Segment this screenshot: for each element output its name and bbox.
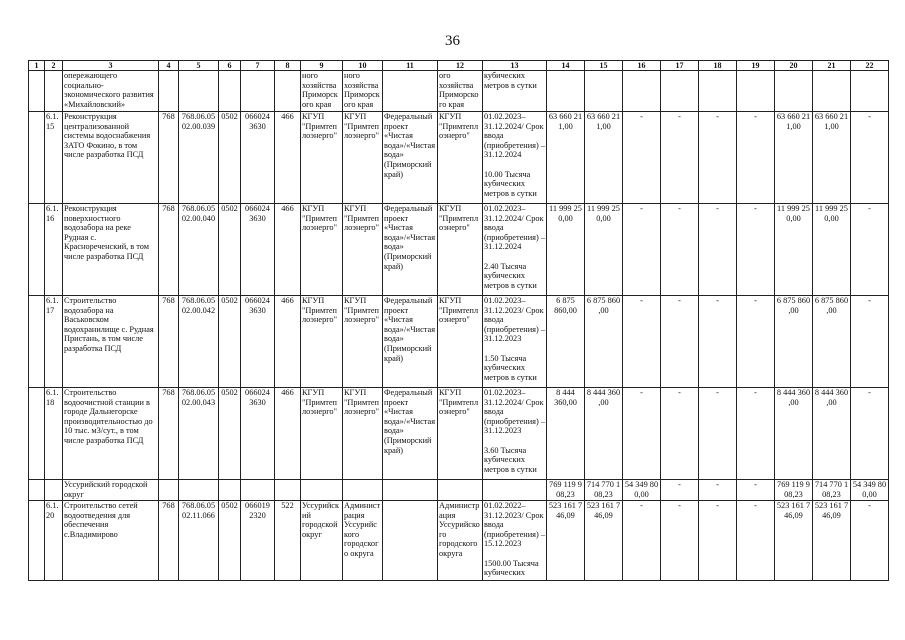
table-cell: 6.1.16 bbox=[45, 204, 63, 296]
table-cell: КГУП "Примтеплоэнерго" bbox=[438, 112, 483, 204]
table-cell bbox=[623, 71, 661, 112]
table-row bbox=[29, 71, 889, 112]
table-cell: 11 999 25 0,00 bbox=[813, 204, 851, 296]
table-cell: 54 349 80 0,00 bbox=[623, 480, 661, 501]
table-cell: 714 770 1 08,23 bbox=[585, 480, 623, 501]
table-cell: - bbox=[661, 112, 699, 204]
table-cell bbox=[29, 296, 45, 388]
table-cell bbox=[241, 71, 275, 112]
table-cell bbox=[483, 480, 547, 501]
table-row bbox=[29, 501, 889, 581]
table-cell: - bbox=[737, 204, 775, 296]
table-cell: Уссурийский городской округ bbox=[301, 501, 343, 581]
table-row bbox=[29, 480, 889, 501]
header-row bbox=[29, 61, 889, 71]
table-cell: 6 875 860 ,00 bbox=[585, 296, 623, 388]
table-cell: КГУП "Примтеплоэнерго" bbox=[343, 204, 383, 296]
table-cell: 8 444 360 ,00 bbox=[813, 388, 851, 480]
table-cell: 523 161 7 46,09 bbox=[585, 501, 623, 581]
table-cell: - bbox=[661, 501, 699, 581]
table-cell bbox=[383, 480, 438, 501]
table-cell: 01.02.2023–31.12.2023/ Срок ввода (приобретения) – 31.12.2023 1.50 Тысяча кубических метров в сутки bbox=[483, 296, 547, 388]
table-cell: 768.06.05 02.00.039 bbox=[179, 112, 219, 204]
column-header: 2 bbox=[45, 61, 63, 71]
table-cell: 6.1.20 bbox=[45, 501, 63, 581]
table-cell: КГУП "Примтеплоэнерго" bbox=[301, 388, 343, 480]
table-cell: - bbox=[699, 388, 737, 480]
table-cell: 768 bbox=[159, 204, 179, 296]
table-cell: КГУП "Примтеплоэнерго" bbox=[438, 204, 483, 296]
table-row bbox=[29, 112, 889, 204]
table-cell: - bbox=[623, 204, 661, 296]
table-cell bbox=[179, 71, 219, 112]
table-cell bbox=[29, 204, 45, 296]
column-header: 19 bbox=[737, 61, 775, 71]
page-number: 36 bbox=[445, 33, 460, 49]
table-cell: 768 bbox=[159, 501, 179, 581]
table-cell bbox=[29, 388, 45, 480]
table-cell: кубических метров в сутки bbox=[483, 71, 547, 112]
table-cell: 6.1.17 bbox=[45, 296, 63, 388]
table-cell bbox=[851, 71, 889, 112]
table-row bbox=[29, 388, 889, 480]
table-cell: КГУП "Примтеплоэнерго" bbox=[301, 112, 343, 204]
table-cell: - bbox=[699, 112, 737, 204]
table-cell: 54 349 80 0,00 bbox=[851, 480, 889, 501]
table-cell: 0502 bbox=[219, 296, 241, 388]
table-cell: - bbox=[699, 501, 737, 581]
table-cell: 63 660 21 1,00 bbox=[775, 112, 813, 204]
table-row bbox=[29, 296, 889, 388]
table-cell: КГУП "Примтеплоэнерго" bbox=[438, 296, 483, 388]
table-cell: 714 770 1 08,23 bbox=[813, 480, 851, 501]
table-cell bbox=[775, 71, 813, 112]
table-cell: - bbox=[699, 296, 737, 388]
table-cell: 8 444 360,00 bbox=[547, 388, 585, 480]
table-cell: 63 660 21 1,00 bbox=[547, 112, 585, 204]
table-cell: КГУП "Примтеплоэнерго" bbox=[301, 296, 343, 388]
table-cell: Строительство водозабора на Васьковском водохранилище с. Рудная Пристань, в том числе разработка ПСД bbox=[63, 296, 159, 388]
table-cell: ого хозяйства Приморского края bbox=[438, 71, 483, 112]
column-header: 20 bbox=[775, 61, 813, 71]
table-cell: - bbox=[623, 296, 661, 388]
column-header: 3 bbox=[63, 61, 159, 71]
table-cell: - bbox=[661, 480, 699, 501]
table-cell: 768.06.05 02.00.042 bbox=[179, 296, 219, 388]
table-cell: Администрация Уссурийского городского округа bbox=[343, 501, 383, 581]
table-cell: 0502 bbox=[219, 501, 241, 581]
table-cell: Реконструкция централизованной системы водоснабжения ЗАТО Фокино, в том числе разработка ПСД bbox=[63, 112, 159, 204]
table-cell: 769 119 9 08,23 bbox=[547, 480, 585, 501]
table-cell: - bbox=[699, 480, 737, 501]
column-header: 12 bbox=[438, 61, 483, 71]
table-cell: 769 119 9 08,23 bbox=[775, 480, 813, 501]
table-cell bbox=[383, 71, 438, 112]
table-cell: ного хозяйства Приморского края bbox=[343, 71, 383, 112]
table-cell bbox=[301, 480, 343, 501]
table-cell bbox=[29, 501, 45, 581]
table-cell: 768.06.05 02.00.043 bbox=[179, 388, 219, 480]
table-cell: 523 161 7 46,09 bbox=[775, 501, 813, 581]
table-cell: - bbox=[851, 204, 889, 296]
table-cell bbox=[343, 480, 383, 501]
table-cell: 523 161 7 46,09 bbox=[547, 501, 585, 581]
table-cell: 63 660 21 1,00 bbox=[813, 112, 851, 204]
table-cell bbox=[241, 480, 275, 501]
table-cell bbox=[45, 480, 63, 501]
table-cell: 6 875 860 ,00 bbox=[775, 296, 813, 388]
column-header: 18 bbox=[699, 61, 737, 71]
column-header: 11 bbox=[383, 61, 438, 71]
column-header: 7 bbox=[241, 61, 275, 71]
table-cell bbox=[438, 480, 483, 501]
table-cell: - bbox=[623, 501, 661, 581]
table-cell: 6.1.18 bbox=[45, 388, 63, 480]
column-header: 5 bbox=[179, 61, 219, 71]
column-header: 6 bbox=[219, 61, 241, 71]
table-cell bbox=[661, 71, 699, 112]
table-cell: - bbox=[851, 112, 889, 204]
column-header: 1 bbox=[29, 61, 45, 71]
table-cell bbox=[383, 501, 438, 581]
table-cell: КГУП "Примтеплоэнерго" bbox=[343, 388, 383, 480]
table-cell bbox=[159, 71, 179, 112]
table-cell: - bbox=[737, 501, 775, 581]
table-cell: 466 bbox=[275, 112, 301, 204]
table-cell: Реконструкция поверхностного водозабора на реке Рудная с. Краснореченский, в том числе разработка ПСД bbox=[63, 204, 159, 296]
table-cell bbox=[29, 112, 45, 204]
table-cell: 066024 3630 bbox=[241, 296, 275, 388]
table-cell: опережающего социально-экономического развития «Михайловский» bbox=[63, 71, 159, 112]
table-cell: Федеральный проект «Чистая вода»/«Чистая вода» (Приморский край) bbox=[383, 204, 438, 296]
column-header: 13 bbox=[483, 61, 547, 71]
table-cell: 522 bbox=[275, 501, 301, 581]
table-cell: 066024 3630 bbox=[241, 204, 275, 296]
table-cell: - bbox=[851, 388, 889, 480]
table-cell: - bbox=[623, 112, 661, 204]
table-cell: 466 bbox=[275, 204, 301, 296]
table-cell: 768.06.05 02.11.066 bbox=[179, 501, 219, 581]
table-cell: 8 444 360 ,00 bbox=[775, 388, 813, 480]
table-cell bbox=[737, 71, 775, 112]
table-body bbox=[29, 71, 889, 581]
table-cell: КГУП "Примтеплоэнерго" bbox=[301, 204, 343, 296]
table-cell bbox=[219, 480, 241, 501]
table-cell: 11 999 25 0,00 bbox=[547, 204, 585, 296]
table-cell: Федеральный проект «Чистая вода»/«Чистая вода» (Приморский край) bbox=[383, 388, 438, 480]
table-cell: 466 bbox=[275, 388, 301, 480]
table-cell: 466 bbox=[275, 296, 301, 388]
table-cell: Строительство водоочистной станции в городе Дальнегорске производительностью до 10 тыс. м3/сут., в том числе разработка ПСД bbox=[63, 388, 159, 480]
table-cell: 6 875 860 ,00 bbox=[813, 296, 851, 388]
table-cell: - bbox=[737, 388, 775, 480]
table-cell: КГУП "Примтеплоэнерго" bbox=[343, 112, 383, 204]
table-cell: 066024 3630 bbox=[241, 112, 275, 204]
table-row bbox=[29, 204, 889, 296]
table-cell bbox=[179, 480, 219, 501]
table-cell: - bbox=[623, 388, 661, 480]
table-cell: Федеральный проект «Чистая вода»/«Чистая вода» (Приморский край) bbox=[383, 296, 438, 388]
table-cell bbox=[29, 480, 45, 501]
table-cell: 768 bbox=[159, 388, 179, 480]
column-header: 17 bbox=[661, 61, 699, 71]
table-cell: - bbox=[661, 296, 699, 388]
table-cell: Администрация Уссурийского городского округа bbox=[438, 501, 483, 581]
table-cell: - bbox=[737, 480, 775, 501]
table-cell: 768.06.05 02.00.040 bbox=[179, 204, 219, 296]
table-cell bbox=[547, 71, 585, 112]
column-header: 22 bbox=[851, 61, 889, 71]
table-cell: 6.1.15 bbox=[45, 112, 63, 204]
table-cell: - bbox=[661, 204, 699, 296]
table-cell: 523 161 7 46,09 bbox=[813, 501, 851, 581]
table-cell bbox=[275, 71, 301, 112]
table-cell: - bbox=[851, 501, 889, 581]
table-cell: 0502 bbox=[219, 112, 241, 204]
table-cell: 63 660 21 1,00 bbox=[585, 112, 623, 204]
table-cell: - bbox=[737, 112, 775, 204]
table-cell: 01.02.2023–31.12.2024/ Срок ввода (приобретения) – 31.12.2023 3.60 Тысяча кубических метров в сутки bbox=[483, 388, 547, 480]
table-cell: Строительство сетей водоотведения для обеспечения с.Владимирово bbox=[63, 501, 159, 581]
table-cell: 6 875 860,00 bbox=[547, 296, 585, 388]
table-cell: 066024 3630 bbox=[241, 388, 275, 480]
column-header: 16 bbox=[623, 61, 661, 71]
table-cell bbox=[813, 71, 851, 112]
column-header: 10 bbox=[343, 61, 383, 71]
program-table bbox=[28, 60, 889, 581]
table-cell: 11 999 25 0,00 bbox=[585, 204, 623, 296]
column-header: 4 bbox=[159, 61, 179, 71]
table-cell: 01.02.2023–31.12.2024/ Срок ввода (приобретения) – 31.12.2024 10.00 Тысяча кубических метров в сутки bbox=[483, 112, 547, 204]
table-cell: 11 999 25 0,00 bbox=[775, 204, 813, 296]
table-cell: 01.02.2022–31.12.2023/ Срок ввода (приобретения) – 15.12.2023 1500.00 Тысяча кубических bbox=[483, 501, 547, 581]
table-cell: КГУП "Примтеплоэнерго" bbox=[438, 388, 483, 480]
column-header: 9 bbox=[301, 61, 343, 71]
table-cell: - bbox=[851, 296, 889, 388]
table-cell: 0502 bbox=[219, 204, 241, 296]
table-cell: ного хозяйства Приморского края bbox=[301, 71, 343, 112]
table-cell bbox=[29, 71, 45, 112]
table-cell: 066019 2320 bbox=[241, 501, 275, 581]
column-header: 8 bbox=[275, 61, 301, 71]
table-cell: Федеральный проект «Чистая вода»/«Чистая вода» (Приморский край) bbox=[383, 112, 438, 204]
column-header: 15 bbox=[585, 61, 623, 71]
table-cell: 768 bbox=[159, 112, 179, 204]
table-cell: 01.02.2023–31.12.2024/ Срок ввода (приобретения) – 31.12.2024 2.40 Тысяча кубических метров в сутки bbox=[483, 204, 547, 296]
table-cell: 768 bbox=[159, 296, 179, 388]
column-header: 21 bbox=[813, 61, 851, 71]
table-cell: КГУП "Примтеплоэнерго" bbox=[343, 296, 383, 388]
table-cell: Уссурийский городской округ bbox=[63, 480, 159, 501]
table-cell bbox=[585, 71, 623, 112]
table-cell: 8 444 360 ,00 bbox=[585, 388, 623, 480]
table-cell bbox=[45, 71, 63, 112]
table-cell bbox=[159, 480, 179, 501]
table-cell bbox=[275, 480, 301, 501]
table-cell: 0502 bbox=[219, 388, 241, 480]
table-cell bbox=[699, 71, 737, 112]
table-cell: - bbox=[737, 296, 775, 388]
table-cell bbox=[219, 71, 241, 112]
table-cell: - bbox=[699, 204, 737, 296]
table-cell: - bbox=[661, 388, 699, 480]
column-header: 14 bbox=[547, 61, 585, 71]
